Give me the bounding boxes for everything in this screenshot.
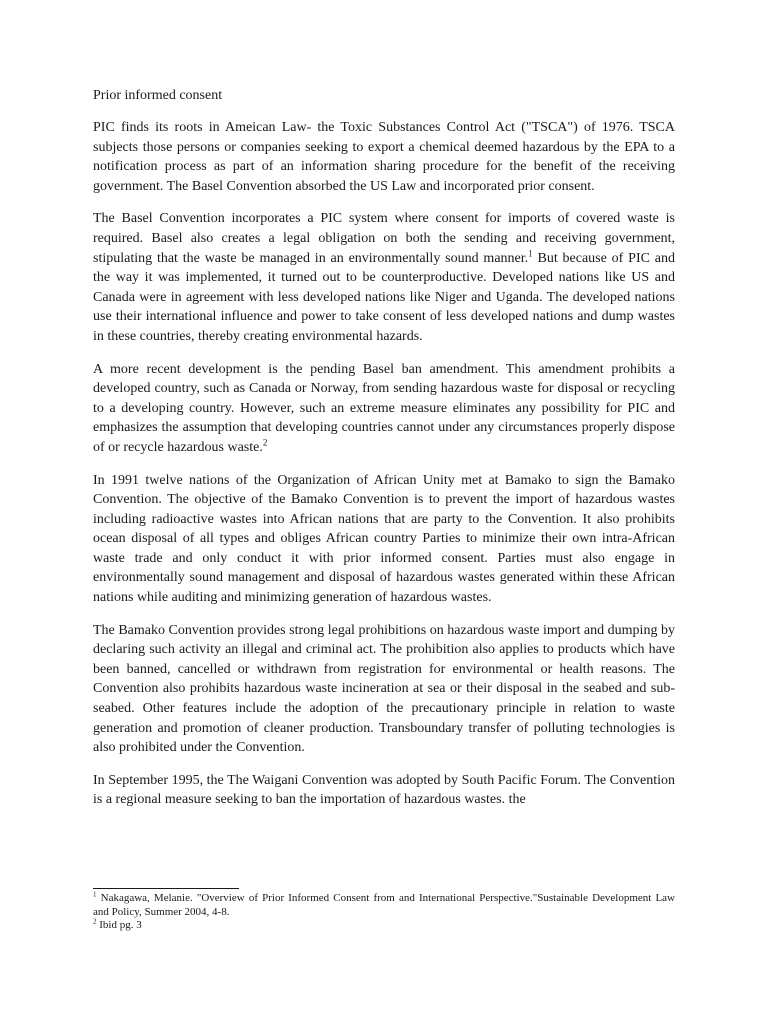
document-page <box>93 86 675 823</box>
footnote-2 <box>93 919 675 933</box>
paragraph-waigani <box>93 771 675 810</box>
paragraph-pic-roots <box>93 118 675 196</box>
footnote-mark: 1 <box>93 890 97 899</box>
paragraph-text: A more recent development is the pending Basel ban amendment. This amendment prohibits a developed country, such as Canada or Norway, from sending hazardous waste for disposal or recycling to a developing country. However, such an extreme measure eliminates any possibility for PIC and emphasizes the assumption that developing countries cannot under any circumstances properly dispose of or recycle hazardous waste. <box>93 361 675 455</box>
footnote-1 <box>93 892 675 919</box>
section-heading: Prior informed consent <box>93 88 223 103</box>
footnotes-section <box>93 888 675 933</box>
paragraph-text: PIC finds its roots in Ameican Law- the Toxic Substances Control Act ("TSCA") of 1976. TSCA subjects those persons or companies seeking to export a chemical deemed hazardous by the EPA to a notification process as part of an information sharing procedure for the benefit of the receiving government. The Basel Convention absorbed the US Law and incorporated prior consent. <box>93 120 675 194</box>
paragraph-text: The Bamako Convention provides strong legal prohibitions on hazardous waste import and dumping by declaring such activity an illegal and criminal act. The prohibition also applies to products which have been banned, cancelled or withdrawn from registration for environmental or health reasons. The Convention also prohibits hazardous waste incineration at sea or their disposal in the seabed and sub-seabed. Other features include the adoption of the precautionary principle in relation to waste generation and promotion of cleaner production. Transboundary transfer of polluting technologies is also prohibited under the Convention. <box>93 622 675 756</box>
paragraph-text: But because of PIC and the way it was implemented, it turned out to be counterproductive. Developed nations like US and Canada were in agreement with less developed nations like Niger and Uganda. The developed nations use their international influence and power to take consent of less developed nations and dump wastes in these countries, thereby creating environmental hazards. <box>93 250 676 344</box>
footnote-separator <box>93 888 239 889</box>
footnote-ref-1[interactable]: 1 <box>528 247 533 258</box>
footnote-mark: 2 <box>93 917 97 926</box>
paragraph-text: In September 1995, the The Waigani Convention was adopted by South Pacific Forum. The Convention is a regional measure seeking to ban the importation of hazardous wastes. the <box>93 772 675 808</box>
footnote-ref-2[interactable]: 2 <box>262 437 268 448</box>
paragraph-text: The Basel Convention incorporates a PIC system where consent for imports of covered waste is required. Basel also creates a legal obligation on both the sending and receiving government, stipulating that the waste be managed in an environmentally sound manner. <box>93 211 675 266</box>
paragraph-bamako-prohibitions <box>93 621 675 758</box>
footnote-text: Ibid pg. 3 <box>96 919 142 931</box>
paragraph-bamako-1991 <box>93 471 675 608</box>
paragraph-basel-ban <box>93 360 675 458</box>
paragraph-basel-pic <box>93 209 675 346</box>
paragraph-text: In 1991 twelve nations of the Organization of African Unity met at Bamako to sign the Bamako Convention. The objective of the Bamako Convention is to prevent the import of hazardous wastes including radioactive wastes into African nations that are party to the Convention. It also prohibits ocean disposal of all types and obliges African country Parties to minimize their own intra-African waste trade and only conduct it with prior informed consent. Parties must also engage in environmentally sound management and disposal of hazardous wastes generated within these African nations while auditing and minimizing generation of hazardous wastes. <box>93 472 675 606</box>
footnote-text: Nakagawa, Melanie. "Overview of Prior Informed Consent from and International Perspective."Sustainable Development Law and Policy, Summer 2004, 4-8. <box>93 892 675 918</box>
